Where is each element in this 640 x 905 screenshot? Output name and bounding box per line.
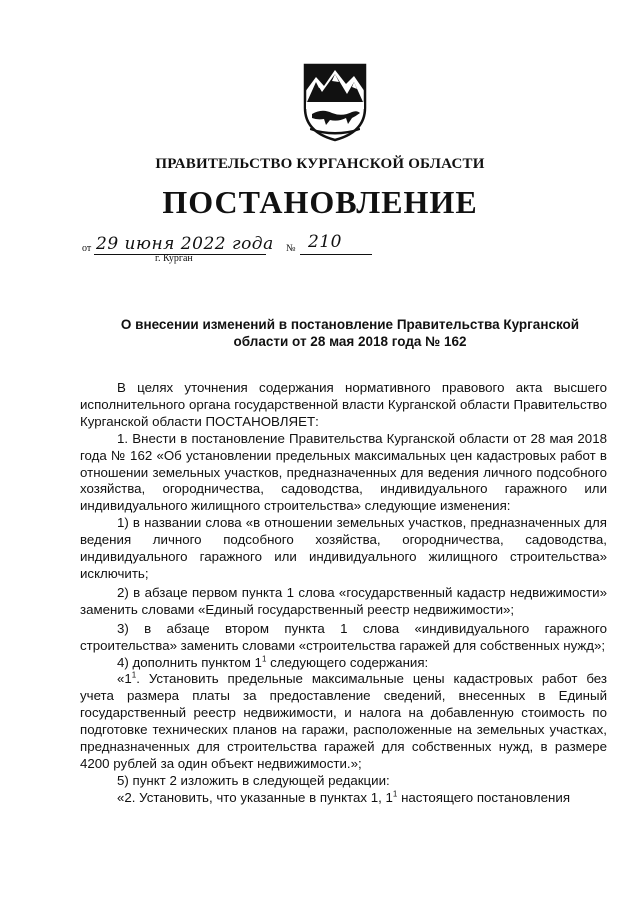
item-4-text: 4) дополнить пунктом 1 [117,654,262,670]
item-5-quote-superscript: 1 [392,789,398,799]
quote-text: . Установить предельные максимальные цены кадастровых работ без учета размера платы за предоставление сведений, внесенных в Единый государственный реестр недвижимости, и налога на добавленную стоимость по подготовке технических планов на гаражи, расположенные на земельных участках, предназначенных для строительства гаражей для собственных нужд, в размере 4200 рублей за один объект недвижимости.»; [80,671,607,771]
paragraph-1-item-3: 3) в абзаце втором пункта 1 слова «индивидуального гаражного строительства» заменить словами «строительства гаражей для собственных нужд»; [80,620,607,653]
subject-line-2: области от 28 мая 2018 года № 162 [233,334,467,349]
document-subject [80,316,620,350]
item-5-quote-text: «2. Установить, что указанные в пунктах 1, 1 [117,789,393,805]
paragraph-1-item-1: 1) в названии слова «в отношении земельных участков, предназначенных для ведения личного подсобного хозяйства, огородничества, садоводства, индивидуального гаражного или индивидуального жилищного строительства» исключить; [80,515,607,581]
paragraph-1: 1. Внести в постановление Правительства Курганской области от 28 мая 2018 года № 162 «Об установлении предельных максимальных цен кадастровых работ в отношении земельных участков, предназначенных для ведения личного подсобного хозяйства, огородничества, садоводства, индивидуального гаражного или индивидуального жилищного строительства» следующие изменения: [80,430,607,514]
document-type-title: ПОСТАНОВЛЕНИЕ [162,184,478,220]
item-4-text-end: следующего содержания: [266,654,429,670]
government-title: ПРАВИТЕЛЬСТВО КУРГАНСКОЙ ОБЛАСТИ [155,156,485,172]
handwritten-date: 29 июня 2022 года [96,234,274,254]
quote-start: «1 [117,671,132,687]
date-number-row [82,232,402,272]
item-4-superscript: 1 [261,654,267,664]
paragraph-1-item-2: 2) в абзаце первом пункта 1 слова «государственный кадастр недвижимости» заменить словами «Единый государственный реестр недвижимости»; [80,584,607,617]
number-underline [300,254,372,255]
intro-paragraph: В целях уточнения содержания нормативного правового акта высшего исполнительного органа государственной власти Курганской области Правительство Курганской области ПОСТАНОВЛЯЕТ: [80,380,607,429]
city-label: г. Курган [155,253,193,264]
paragraph-1-item-4 [80,655,607,672]
handwritten-number: 210 [308,232,342,252]
coat-of-arms-emblem [302,62,368,142]
number-label: № [286,243,296,254]
paragraph-1-item-4-quote [80,671,607,772]
item-5-quote-text-end: настоящего постановления [397,789,571,805]
paragraph-1-item-5-quote [80,790,607,807]
paragraph-1-item-5: 5) пункт 2 изложить в следующей редакции: [117,772,390,788]
subject-line-1: О внесении изменений в постановление Правительства Курганской [120,317,580,332]
date-label: от [82,243,92,254]
document-body [80,380,607,807]
quote-superscript: 1 [131,670,137,680]
